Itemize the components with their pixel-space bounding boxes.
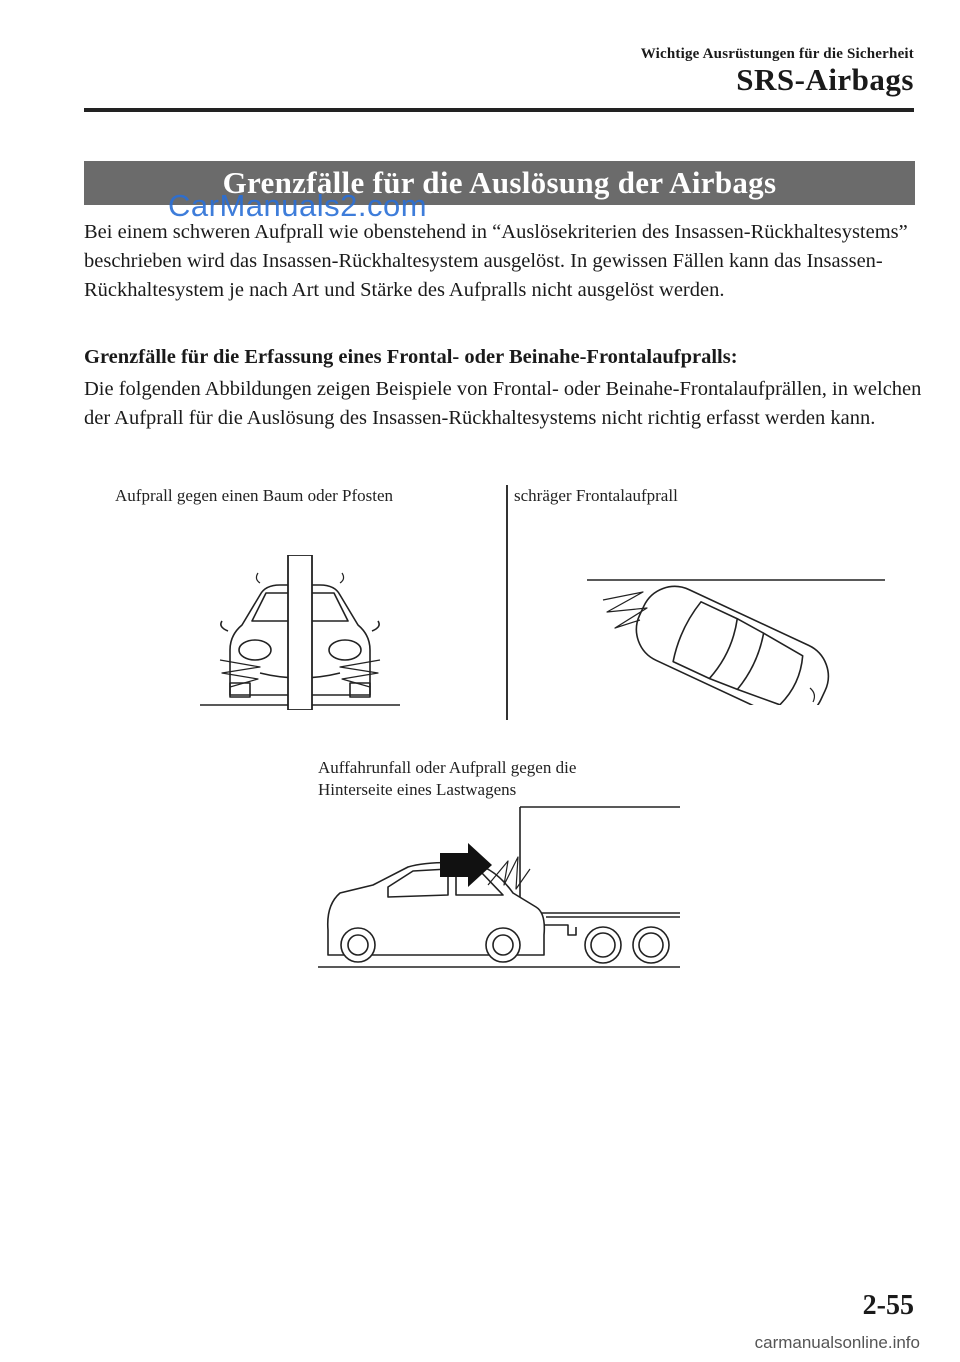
caption-pole-impact: Aufprall gegen einen Baum oder Pfosten: [115, 486, 394, 505]
illustration-divider: [506, 485, 508, 720]
section-title: Grenzfälle für die Auslösung der Airbags: [222, 165, 777, 200]
page-number: 2-55: [862, 1290, 914, 1321]
car-oblique-impact-icon: [585, 570, 890, 705]
caption-truck-underride: Auffahrunfall oder Aufprall gegen die Hinterseite eines Lastwagens: [318, 758, 577, 799]
running-header-title: SRS-Airbags: [736, 62, 914, 97]
caption-oblique-impact: schräger Frontalaufprall: [514, 486, 678, 505]
subheading: Grenzfälle für die Erfassung eines Frontal- oder Beinahe-Frontalaufpralls:: [84, 346, 738, 368]
watermark-logo[interactable]: CarManuals2.com: [168, 188, 428, 223]
header-rule: [84, 108, 914, 112]
car-truck-underride-icon: [318, 805, 683, 975]
running-header-subtitle: Wichtige Ausrüstungen für die Sicherheit: [640, 46, 914, 62]
description-paragraph: Die folgenden Abbildungen zeigen Beispiele von Frontal- oder Beinahe-Frontalaufprällen, in welchen der Aufprall für die Auslösung des Insassen-Rückhaltesystems nicht richtig erfasst werden kann.: [84, 378, 922, 429]
intro-paragraph: Bei einem schweren Aufprall wie obenstehend in “Auslösekriterien des Insassen-Rückhaltesystems” beschrieben wird das Insassen-Rückhaltesystem ausgelöst. In gewissen Fällen kann das Insassen-Rückhaltesystem je nach Art und Stärke des Aufpralls nicht ausgelöst werden.: [84, 221, 908, 301]
car-pole-impact-icon: [200, 555, 400, 710]
footer-source[interactable]: carmanualsonline.info: [754, 1333, 920, 1352]
